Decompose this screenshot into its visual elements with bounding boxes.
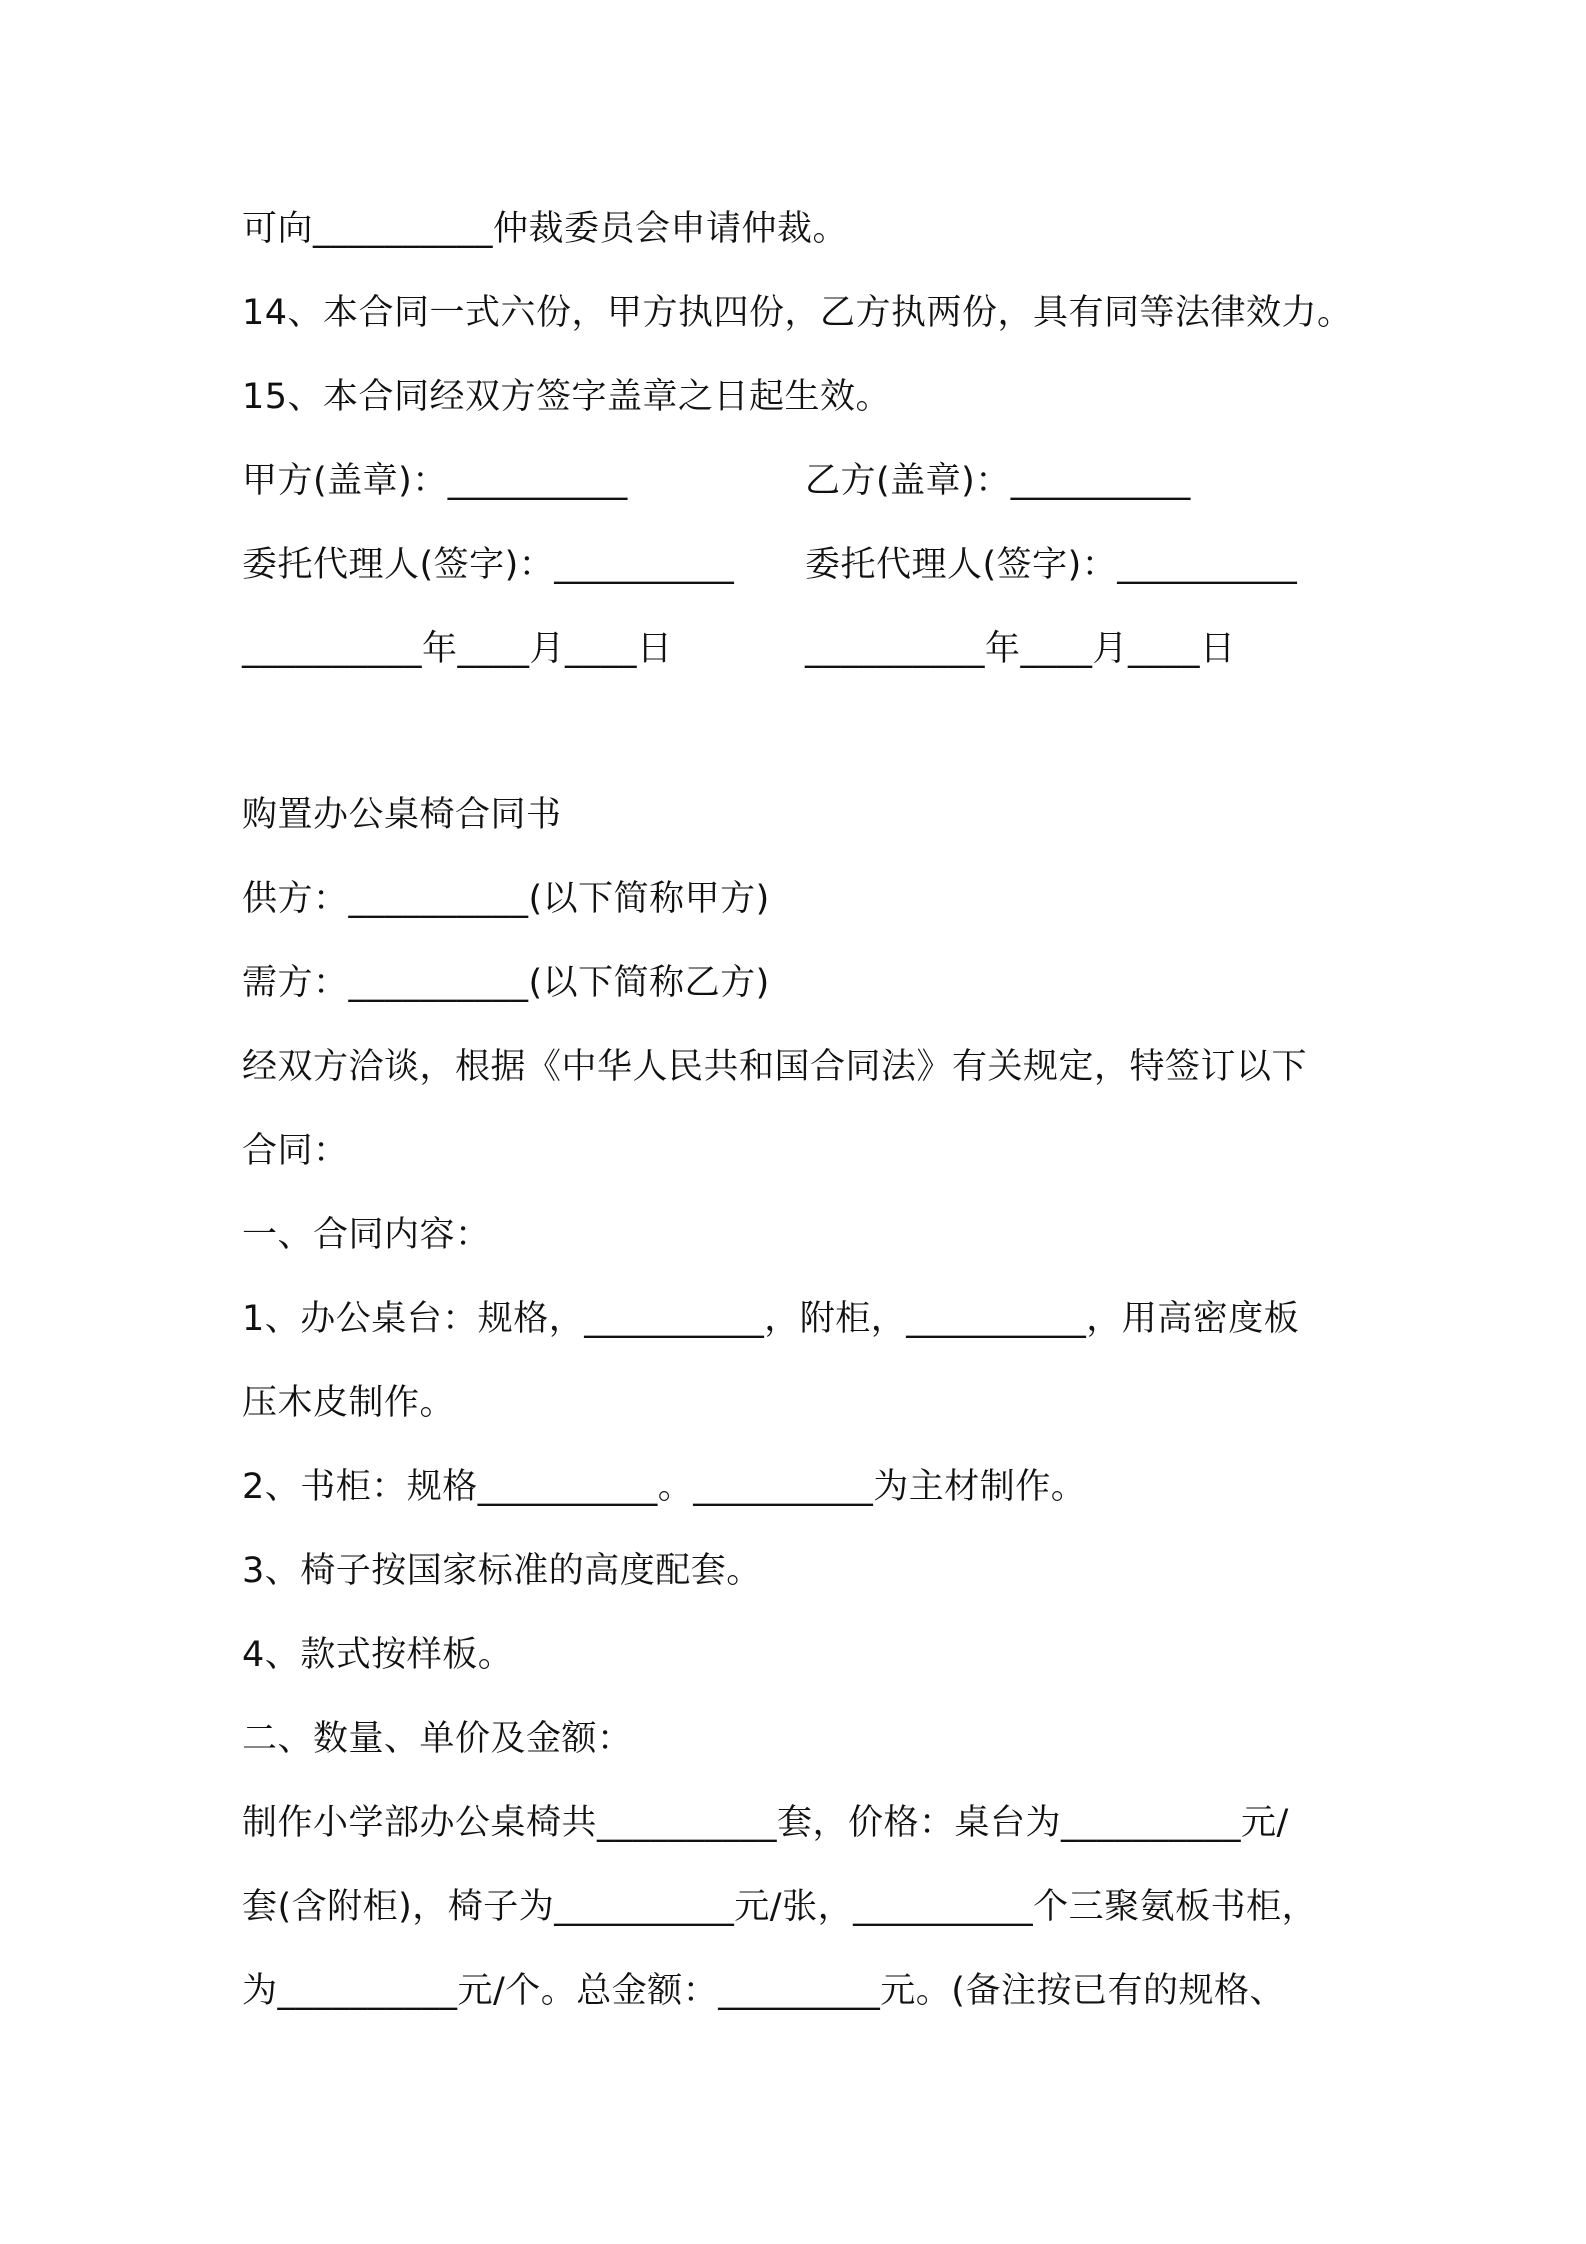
pricing-line-1: 制作小学部办公桌椅共__________套，价格：桌台为__________元/ — [242, 1803, 1289, 1843]
item-1-line-1: 1、办公桌台：规格，__________，附柜，__________，用高密度板 — [242, 1299, 1300, 1339]
item-2: 2、书柜：规格__________。__________为主材制作。 — [242, 1467, 1087, 1507]
party-a-agent: 委托代理人(签字)：__________ — [242, 545, 735, 585]
item-4: 4、款式按样板。 — [242, 1635, 514, 1675]
buyer-line: 需方：__________(以下简称乙方) — [242, 963, 770, 1003]
item-3: 3、椅子按国家标准的高度配套。 — [242, 1551, 762, 1591]
arbitration-line: 可向__________仲裁委员会申请仲裁。 — [242, 209, 849, 249]
preamble-line-1: 经双方洽谈，根据《中华人民共和国合同法》有关规定，特签订以下 — [242, 1047, 1308, 1087]
pricing-line-2: 套(含附柜)，椅子为__________元/张，__________个三聚氨板书柜， — [242, 1887, 1318, 1927]
pricing-line-3: 为__________元/个。总金额：_________元。(备注按已有的规格、 — [242, 1971, 1285, 2011]
party-b-agent: 委托代理人(签字)：__________ — [805, 545, 1298, 585]
party-a-seal: 甲方(盖章)：__________ — [242, 461, 628, 501]
clause-14: 14、本合同一式六份，甲方执四份，乙方执两份，具有同等法律效力。 — [242, 293, 1353, 333]
clause-15: 15、本合同经双方签字盖章之日起生效。 — [242, 377, 892, 417]
party-b-seal: 乙方(盖章)：__________ — [805, 461, 1191, 501]
section-2-heading: 二、数量、单价及金额： — [242, 1719, 633, 1759]
party-a-date: __________年____月____日 — [242, 629, 673, 669]
preamble-line-2: 合同： — [242, 1131, 349, 1171]
contract-title: 购置办公桌椅合同书 — [242, 795, 562, 835]
party-b-date: __________年____月____日 — [805, 629, 1236, 669]
supplier-line: 供方：__________(以下简称甲方) — [242, 879, 770, 919]
item-1-line-2: 压木皮制作。 — [242, 1383, 456, 1423]
section-1-heading: 一、合同内容： — [242, 1215, 491, 1255]
